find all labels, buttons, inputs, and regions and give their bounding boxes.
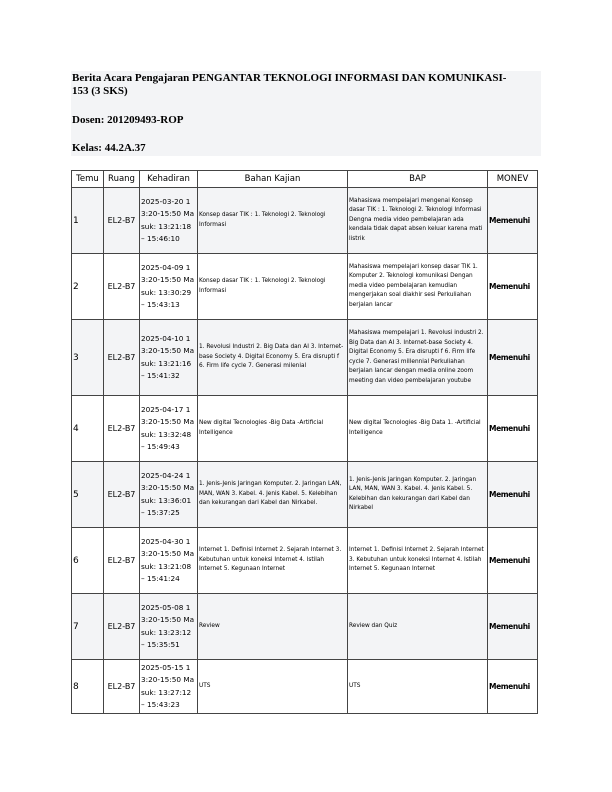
cell-bap: Internet 1. Definisi Internet 2. Sejarah Internet 3. Kebutuhan untuk koneksi Internet 4. Istilah Internet 5. Kegunaan Internet xyxy=(348,528,488,594)
cell-ruang: EL2-B7 xyxy=(104,594,140,660)
cell-monev: Memenuhi xyxy=(488,254,538,320)
cell-bahan-kajian: 1. Jenis-Jenis Jaringan Komputer. 2. Jaringan LAN, MAN, WAN 3. Kabel. 4. Jenis Kabel. 5. Kelebihan dan kekurangan dari Kabel dan Nirkabel. xyxy=(198,462,348,528)
cell-bap: New digital Tecnologies -Big Data 1. -Artificial Intelligence xyxy=(348,396,488,462)
cell-temu: 1 xyxy=(72,188,104,254)
table-row xyxy=(72,594,538,660)
column-header-ruang: Ruang xyxy=(104,171,140,188)
cell-kehadiran: 2025-04-09 13:20-15:50 Masuk: 13:30:29 – 15:43:13 xyxy=(140,254,198,320)
cell-ruang: EL2-B7 xyxy=(104,188,140,254)
column-header-temu: Temu xyxy=(72,171,104,188)
cell-monev: Memenuhi xyxy=(488,462,538,528)
cell-monev: Memenuhi xyxy=(488,188,538,254)
document-title: Berita Acara Pengajaran PENGANTAR TEKNOLOGI INFORMASI DAN KOMUNIKASI-153 (3 SKS) xyxy=(72,72,507,97)
column-header-kehadiran: Kehadiran xyxy=(140,171,198,188)
column-header-bahan-kajian: Bahan Kajian xyxy=(198,171,348,188)
cell-ruang: EL2-B7 xyxy=(104,528,140,594)
cell-kehadiran: 2025-04-10 13:20-15:50 Masuk: 13:21:16 – 15:41:32 xyxy=(140,320,198,396)
column-header-bap: BAP xyxy=(348,171,488,188)
cell-temu: 3 xyxy=(72,320,104,396)
cell-temu: 2 xyxy=(72,254,104,320)
cell-temu: 4 xyxy=(72,396,104,462)
table-row xyxy=(72,254,538,320)
table-header-row xyxy=(72,171,538,188)
cell-kehadiran: 2025-05-08 13:20-15:50 Masuk: 13:23:12 – 15:35:51 xyxy=(140,594,198,660)
cell-temu: 7 xyxy=(72,594,104,660)
cell-ruang: EL2-B7 xyxy=(104,254,140,320)
cell-kehadiran: 2025-03-20 13:20-15:50 Masuk: 13:21:18 – 15:46:10 xyxy=(140,188,198,254)
table-row xyxy=(72,320,538,396)
class-id: Kelas: 44.2A.37 xyxy=(72,142,146,154)
cell-bahan-kajian: 1. Revolusi Industri 2. Big Data dan AI 3. Internet-base Society 4. Digital Economy 5. Era disrupti f 6. Firm life cycle 7. Generasi milenial xyxy=(198,320,348,396)
cell-ruang: EL2-B7 xyxy=(104,320,140,396)
cell-bap: Review dan Quiz xyxy=(348,594,488,660)
cell-monev: Memenuhi xyxy=(488,660,538,714)
cell-bahan-kajian: New digital Tecnologies -Big Data -Artificial Intelligence xyxy=(198,396,348,462)
cell-kehadiran: 2025-05-15 13:20-15:50 Masuk: 13:27:12 – 15:43:23 xyxy=(140,660,198,714)
document-header xyxy=(71,71,541,156)
teaching-report-table xyxy=(71,170,538,714)
table-row xyxy=(72,462,538,528)
cell-temu: 6 xyxy=(72,528,104,594)
table-row xyxy=(72,660,538,714)
cell-monev: Memenuhi xyxy=(488,528,538,594)
cell-bahan-kajian: Review xyxy=(198,594,348,660)
cell-monev: Memenuhi xyxy=(488,594,538,660)
table-row xyxy=(72,188,538,254)
cell-bahan-kajian: Konsep dasar TIK : 1. Teknologi 2. Teknologi Informasi xyxy=(198,188,348,254)
cell-monev: Memenuhi xyxy=(488,320,538,396)
column-header-monev: MONEV xyxy=(488,171,538,188)
cell-bahan-kajian: UTS xyxy=(198,660,348,714)
cell-kehadiran: 2025-04-17 13:20-15:50 Masuk: 13:32:48 – 15:49:43 xyxy=(140,396,198,462)
cell-bap: UTS xyxy=(348,660,488,714)
cell-temu: 5 xyxy=(72,462,104,528)
cell-kehadiran: 2025-04-24 13:20-15:50 Masuk: 13:36:01 – 15:37:25 xyxy=(140,462,198,528)
cell-bap: Mahasiswa mempelajari mengenai Konsep dasar TIK : 1. Teknologi 2. Teknologi Informasi Dengna media video pembelajaran ada kendala tidak dapat absen keluar karena mati listrik xyxy=(348,188,488,254)
cell-bahan-kajian: Internet 1. Definisi Internet 2. Sejarah Internet 3. Kebutuhan untuk koneksi Internet 4. Istilah Internet 5. Kegunaan Internet xyxy=(198,528,348,594)
cell-temu: 8 xyxy=(72,660,104,714)
cell-bap: 1. Jenis-Jenis Jaringan Komputer. 2. Jaringan LAN, MAN, WAN 3. Kabel. 4. Jenis Kabel. 5. Kelebihan dan kekurangan dari Kabel dan Nirkabel xyxy=(348,462,488,528)
cell-kehadiran: 2025-04-30 13:20-15:50 Masuk: 13:21:08 – 15:41:24 xyxy=(140,528,198,594)
table-row xyxy=(72,396,538,462)
cell-ruang: EL2-B7 xyxy=(104,396,140,462)
cell-bap: Mahasiswa mempelajari 1. Revolusi industri 2. Big Data dan AI 3. Internet-base Society 4. Digital Economy 5. Era disrupti f 6. Firm life cycle 7. Generasi millennial Perkuliahan berjalan lancar dengan media online zoom meeting dan video pembelajaran youtube xyxy=(348,320,488,396)
cell-monev: Memenuhi xyxy=(488,396,538,462)
table-row xyxy=(72,528,538,594)
cell-bahan-kajian: Konsep dasar TIK : 1. Teknologi 2. Teknologi Informasi xyxy=(198,254,348,320)
cell-bap: Mahasiswa mempelajari konsep dasar TIK 1. Komputer 2. Teknologi komunikasi Dengan media video pembelajaran kemudian mengerjakan soal diakhir sesi Perkuliahan berjalan lancar xyxy=(348,254,488,320)
lecturer-id: Dosen: 201209493-ROP xyxy=(72,114,184,126)
cell-ruang: EL2-B7 xyxy=(104,660,140,714)
cell-ruang: EL2-B7 xyxy=(104,462,140,528)
